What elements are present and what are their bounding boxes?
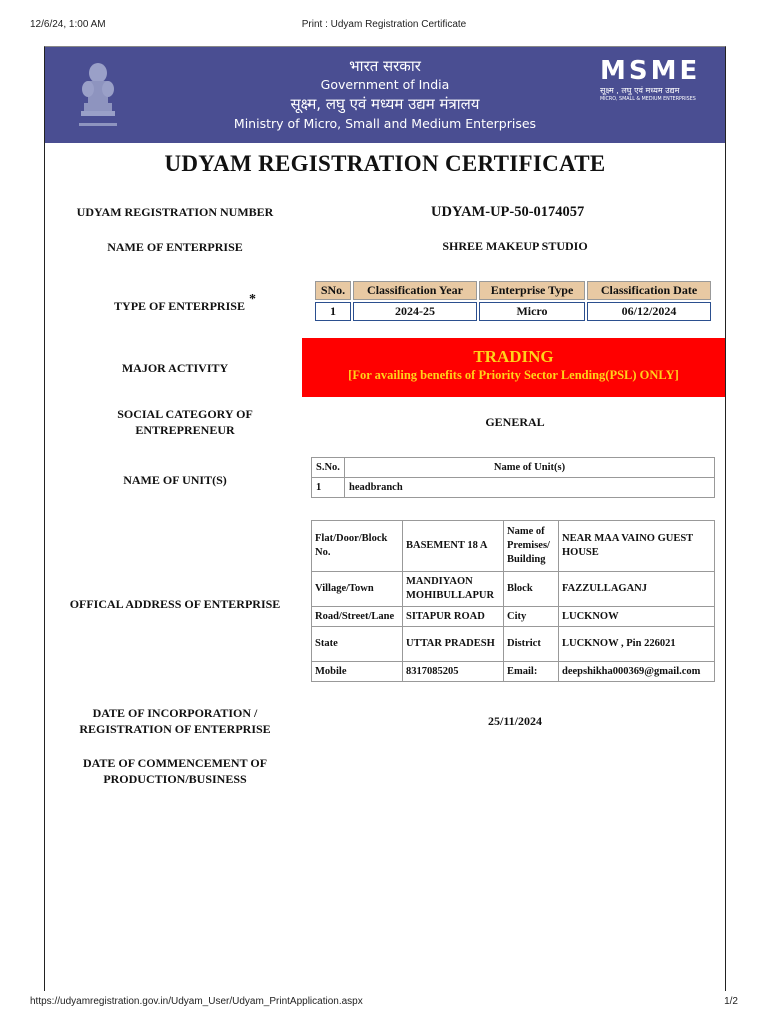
print-footer <box>30 996 738 1010</box>
classification-header: Classification Year <box>353 281 477 300</box>
unit-names-label: NAME OF UNIT(S) <box>123 473 227 487</box>
address-field-value: BASEMENT 18 A <box>403 521 504 572</box>
major-activity-label: MAJOR ACTIVITY <box>121 361 229 375</box>
hindi-government: भारत सरकार <box>349 57 421 75</box>
address-row <box>312 607 715 627</box>
classification-cell: 06/12/2024 <box>587 302 711 321</box>
ministry-banner <box>45 47 725 143</box>
address-field-label: Mobile <box>312 662 403 682</box>
commencement-date-label: DATE OF COMMENCEMENT OF PRODUCTION/BUSINESS <box>82 756 268 786</box>
msme-logo <box>600 57 712 103</box>
units-cell: headbranch <box>345 478 715 498</box>
address-field-value: UTTAR PRADESH <box>403 627 504 662</box>
units-row <box>312 478 715 498</box>
msme-logo-hindi: सूक्ष्म , लघु एवं मध्यम उद्यम <box>600 86 680 95</box>
address-field-value: LUCKNOW <box>559 607 715 627</box>
classification-cell: 2024-25 <box>353 302 477 321</box>
address-field-value: FAZZULLAGANJ <box>559 572 715 607</box>
address-row <box>312 662 715 682</box>
incorporation-date-value: 25/11/2024 <box>487 714 542 728</box>
msme-logo-english: MICRO, SMALL & MEDIUM ENTERPRISES <box>600 97 696 102</box>
address-field-value: SITAPUR ROAD <box>403 607 504 627</box>
units-cell: 1 <box>312 478 345 498</box>
address-table <box>311 520 715 682</box>
major-activity-box <box>302 338 725 397</box>
official-address-label: OFFICAL ADDRESS OF ENTERPRISE <box>69 597 281 611</box>
english-ministry: Ministry of Micro, Small and Medium Enterprises <box>233 116 537 131</box>
classification-row <box>315 302 711 321</box>
certificate-title: UDYAM REGISTRATION CERTIFICATE <box>164 151 606 176</box>
units-header: Name of Unit(s) <box>345 458 715 478</box>
units-header-row <box>312 458 715 478</box>
address-field-label: State <box>312 627 403 662</box>
print-datetime: 12/6/24, 1:00 AM <box>30 19 106 30</box>
enterprise-name-value: SHREE MAKEUP STUDIO <box>442 239 588 253</box>
certificate-sheet <box>44 46 726 991</box>
reg-number-value: UDYAM-UP-50-0174057 <box>431 204 585 220</box>
address-field-value: deepshikha000369@gmail.com <box>559 662 715 682</box>
address-row <box>312 521 715 572</box>
address-field-value: 8317085205 <box>403 662 504 682</box>
english-government: Government of India <box>320 77 450 92</box>
enterprise-type-label: TYPE OF ENTERPRISE * <box>114 292 256 313</box>
address-field-label: Block <box>504 572 559 607</box>
address-field-label: Flat/Door/Block No. <box>312 521 403 572</box>
hindi-ministry: सूक्ष्म, लघु एवं मध्यम उद्यम मंत्रालय <box>290 95 480 113</box>
address-field-label: City <box>504 607 559 627</box>
social-category-value: GENERAL <box>485 415 545 429</box>
address-field-label: Village/Town <box>312 572 403 607</box>
address-field-label: Name of Premises/ Building <box>504 521 559 572</box>
classification-cell: 1 <box>315 302 351 321</box>
print-url: https://udyamregistration.gov.in/Udyam_User/Udyam_PrintApplication.aspx <box>30 996 363 1007</box>
enterprise-name-label: NAME OF ENTERPRISE <box>107 240 243 254</box>
classification-cell: Micro <box>479 302 585 321</box>
classification-header: Classification Date <box>587 281 711 300</box>
units-header: S.No. <box>312 458 345 478</box>
address-row <box>312 572 715 607</box>
major-activity-value: TRADING <box>473 347 554 366</box>
address-field-value: NEAR MAA VAINO GUEST HOUSE <box>559 521 715 572</box>
print-page-number: 1/2 <box>724 996 738 1007</box>
print-page-title: Print : Udyam Registration Certificate <box>301 19 467 30</box>
address-field-value: MANDIYAON MOHIBULLAPUR <box>403 572 504 607</box>
national-emblem-icon <box>75 59 121 133</box>
major-activity-note: [For availing benefits of Priority Sector Lending(PSL) ONLY] <box>348 368 679 382</box>
address-field-label: Email: <box>504 662 559 682</box>
units-table <box>311 457 715 498</box>
reg-number-label: UDYAM REGISTRATION NUMBER <box>76 205 274 219</box>
required-asterisk: * <box>248 292 256 307</box>
social-category-label: SOCIAL CATEGORY OF ENTREPRENEUR <box>117 407 253 437</box>
classification-table <box>313 279 713 323</box>
address-row <box>312 627 715 662</box>
address-field-label: Road/Street/Lane <box>312 607 403 627</box>
classification-header: Enterprise Type <box>479 281 585 300</box>
classification-header-row <box>315 281 711 300</box>
classification-header: SNo. <box>315 281 351 300</box>
print-header <box>30 19 738 33</box>
address-field-value: LUCKNOW , Pin 226021 <box>559 627 715 662</box>
address-field-label: District <box>504 627 559 662</box>
msme-logo-text: MSME <box>600 56 701 86</box>
incorporation-date-label: DATE OF INCORPORATION / REGISTRATION OF ENTERPRISE <box>79 706 271 736</box>
